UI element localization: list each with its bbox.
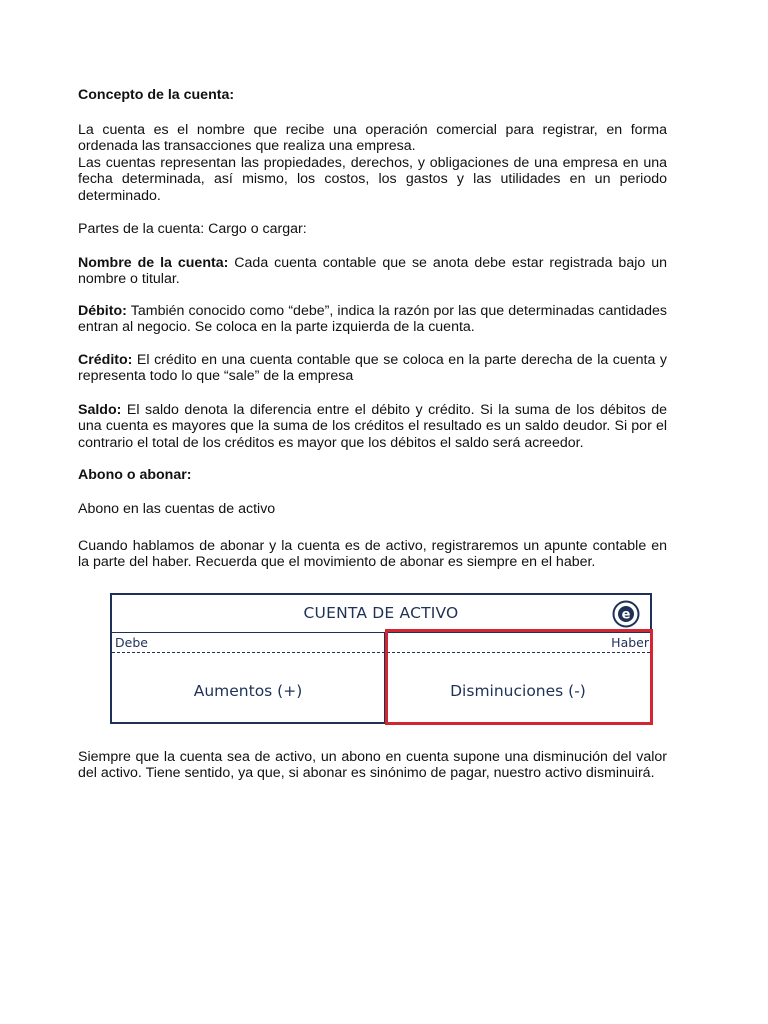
heading-abono: Abono o abonar: [78, 467, 192, 483]
diagram-title: CUENTA DE ACTIVO [303, 604, 459, 622]
paragraph-abonar-haber: Cuando hablamos de abonar y la cuenta es de activo, registraremos un apunte contable en la parte del haber. Recuerda que el movimiento de abonar es siempre en el haber. [78, 538, 667, 571]
text-debito: También conocido como “debe”, indica la razón por las que determinadas cantidades entran al negocio. Se coloca en la parte izquierda de la cuenta. [78, 303, 667, 336]
heading-concepto: Concepto de la cuenta: [78, 87, 235, 103]
debe-header: Debe [115, 635, 148, 650]
text-credito: El crédito en una cuenta contable que se coloca en la parte derecha de la cuenta y representa todo lo que “sale” de la empresa [78, 352, 667, 385]
haber-highlight-box [385, 629, 653, 725]
haber-header: Haber [611, 635, 649, 650]
label-saldo: Saldo: [78, 402, 122, 418]
text-saldo: El saldo denota la diferencia entre el débito y crédito. Si la suma de los débitos de una cuenta es mayores que la suma de los créditos el resultado es un saldo deudor. Si por el contrario el total de los créditos es mayor que los débitos el saldo será acreedor. [78, 402, 667, 451]
paragraph-partes: Partes de la cuenta: Cargo o cargar: [78, 221, 307, 237]
aumentos-label: Aumentos (+) [193, 682, 303, 700]
label-nombre: Nombre de la cuenta: [78, 255, 229, 271]
label-debito: Débito: [78, 303, 127, 319]
paragraph-nombre [78, 255, 667, 288]
paragraph-credito [78, 352, 667, 385]
disminuciones-label: Disminuciones (-) [450, 682, 586, 700]
brand-logo-icon [612, 600, 640, 628]
paragraph-debito [78, 303, 667, 336]
paragraph-representan: Las cuentas representan las propiedades, derechos, y obligaciones de una empresa en una fecha determinada, así mismo, los costos, los gastos y las utilidades en un periodo determinado. [78, 155, 667, 204]
paragraph-definicion: La cuenta es el nombre que recibe una operación comercial para registrar, en forma ordenada las transacciones que realiza una empresa. [78, 122, 667, 155]
paragraph-abono-activo: Abono en las cuentas de activo [78, 501, 276, 517]
paragraph-saldo [78, 402, 667, 451]
label-credito: Crédito: [78, 352, 133, 368]
text-nombre: Cada cuenta contable que se anota debe estar registrada bajo un nombre o titular. [78, 255, 667, 288]
paragraph-conclusion: Siempre que la cuenta sea de activo, un abono en cuenta supone una disminución del valor del activo. Tiene sentido, ya que, si abonar es sinónimo de pagar, nuestro activo disminuirá. [78, 749, 667, 782]
logo-letter: e [621, 607, 631, 623]
